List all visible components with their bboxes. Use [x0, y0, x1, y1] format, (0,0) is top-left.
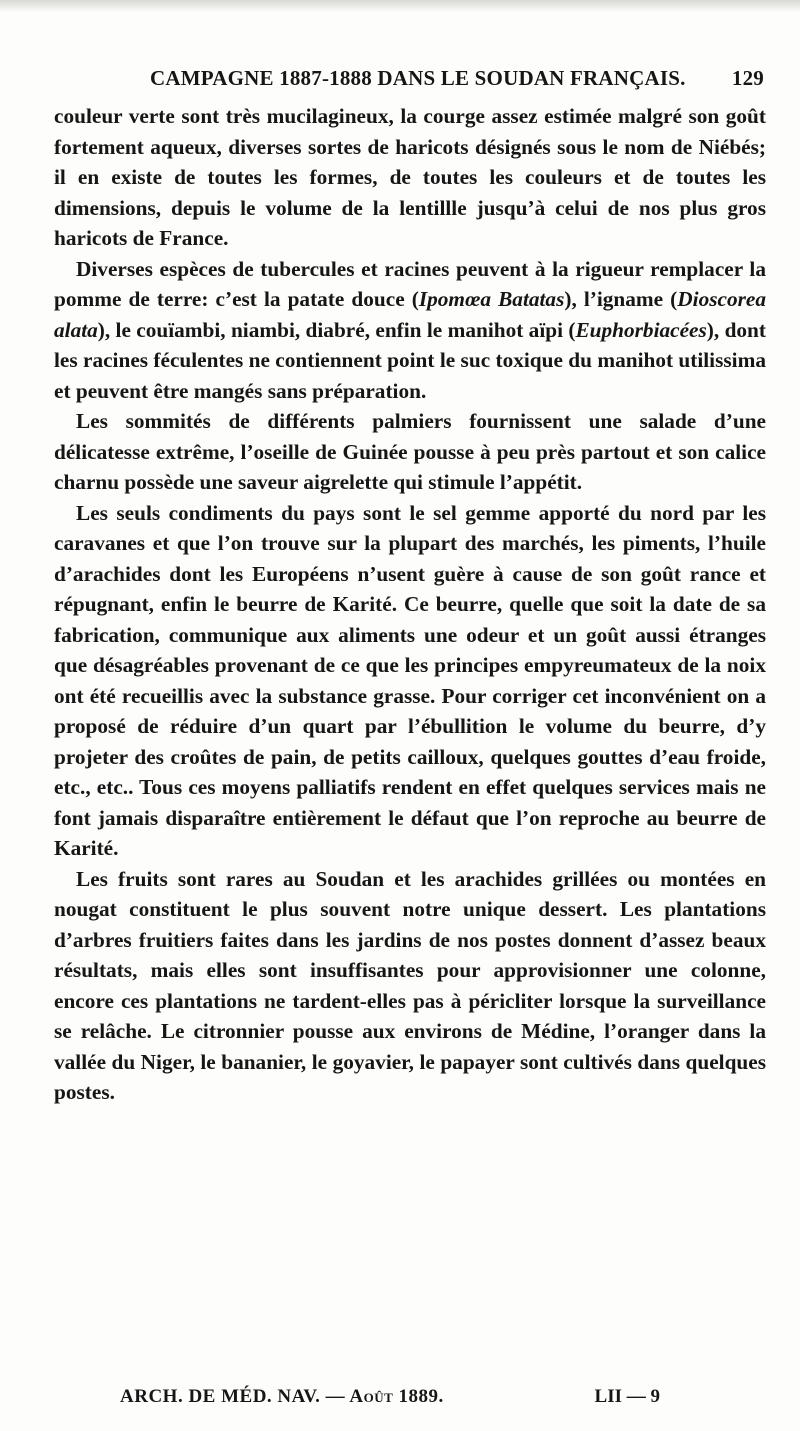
- italic-term: Dioscorea alata: [54, 287, 766, 342]
- sheet-signature: LII — 9: [594, 1386, 660, 1407]
- paragraph: [54, 101, 766, 254]
- text-run: Les seuls condiments du pays sont le sel gemme apporté du nord par les caravanes et que l’on trouve sur la plupart des marchés, les piments, l’huile d’arachides dont les Européens n’usent guère à cause de son goût rance et répugnant, enfin le beurre de Karité. Ce beurre, quelle que soit la date de sa fabrication, communique aux aliments une odeur et un goût aussi étranges que désagréables provenant de ce que les principes empyreumateux de la noix ont été recueillis avec la substance grasse. Pour corriger cet inconvénient on a proposé de réduire d’un quart par l’ébullition le volume du beurre, d’y projeter des croûtes de pain, de petits cailloux, quelques gouttes d’eau froide, etc., etc.. Tous ces moyens palliatifs rendent en effet quelques services mais ne font jamais disparaître entièrement le défaut que l’on reproche au beurre de Karité.: [54, 500, 766, 860]
- italic-term: Euphorbiacées: [575, 317, 707, 342]
- text-run: couleur verte sont très mucilagineux, la courge assez estimée malgré son goût fortement aqueux, diverses sortes de haricots désignés sous le nom de Niébés; il en existe de toutes les formes, de toutes les couleurs et de toutes les dimensions, depuis le volume de la lentillle jusqu’à celui de nos plus gros haricots de France.: [54, 104, 766, 250]
- paragraph: [54, 254, 766, 407]
- text-run: Diverses espèces de tubercules et racines peuvent à la rigueur remplacer la pomme de terre: c’est la patate douce (: [54, 256, 766, 311]
- text-run: ), le couïambi, niambi, diabré, enfin le manihot aïpi (: [97, 317, 576, 342]
- page-edge-shadow: [0, 0, 800, 12]
- running-title: CAMPAGNE 1887-1888 DANS LE SOUDAN FRANÇAIS.: [150, 66, 686, 90]
- text-run: Les fruits sont rares au Soudan et les arachides grillées ou montées en nougat constituent le plus souvent notre unique dessert. Les plantations d’arbres fruitiers faites dans les jardins de nos postes donnent d’assez beaux résultats, mais elles sont insuffisantes pour approvisionner une colonne, encore ces plantations ne tardent-elles pas à péricliter lorsque la surveillance se relâche. Le citronnier pousse aux environs de Médine, l’oranger dans la vallée du Niger, le bananier, le goyavier, le papayer sont cultivés dans quelques postes.: [54, 866, 766, 1104]
- paragraph: [54, 864, 766, 1108]
- journal-signature: ARCH. DE MÉD. NAV. — Août 1889.: [120, 1386, 444, 1407]
- page-number: 129: [731, 66, 764, 90]
- text-run: ), l’igname (: [564, 287, 678, 311]
- text-run: ), dont les racines féculentes ne contiennent point le suc toxique du manihot utilissima et peuvent être mangés sans préparation.: [54, 317, 766, 403]
- paragraph: [54, 498, 766, 864]
- running-header: [54, 60, 764, 94]
- page-footer: [120, 1386, 660, 1412]
- italic-term: Ipomœa Batatas: [418, 287, 565, 311]
- body-text: [54, 101, 766, 1108]
- paragraph: [54, 406, 766, 498]
- text-run: Les sommités de différents palmiers fournissent une salade d’une délicatesse extrême, l’oseille de Guinée pousse à peu près partout et son calice charnu possède une saveur aigrelette qui stimule l’appétit.: [54, 409, 766, 494]
